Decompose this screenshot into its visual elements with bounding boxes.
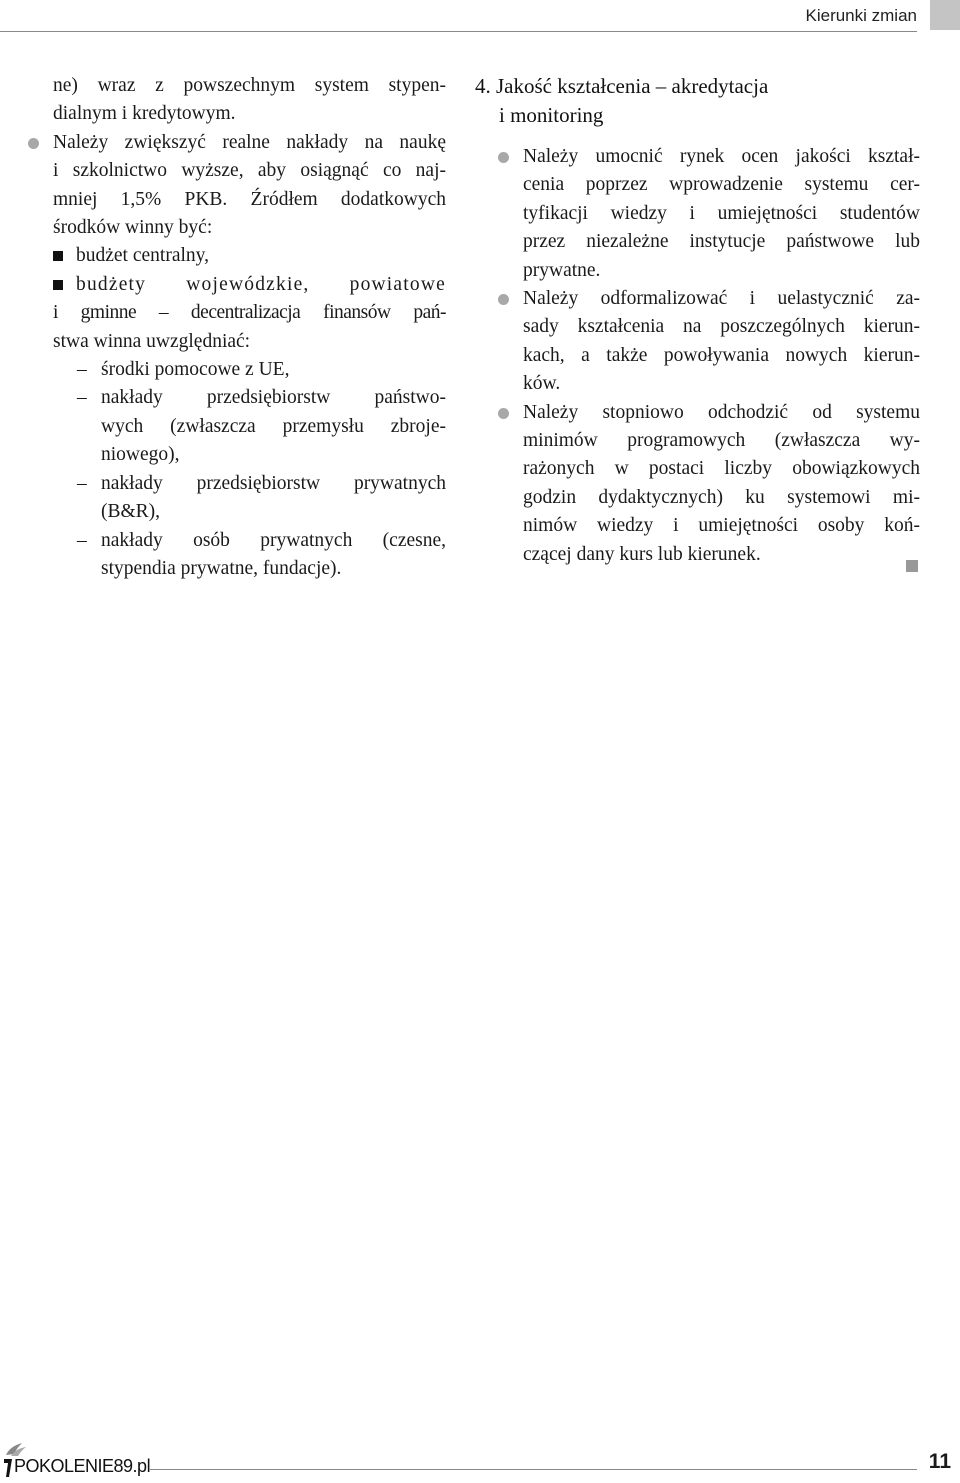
text-line: nakłady przedsiębiorstw prywatnych: [101, 472, 446, 494]
left-column: [53, 72, 446, 583]
text-line: prywatne.: [523, 259, 601, 281]
dash-marker: –: [77, 529, 87, 551]
bullet-dot-icon: [28, 138, 39, 149]
text-line: ków.: [523, 373, 561, 395]
dash-item: [53, 470, 446, 527]
text-line: niowego),: [101, 444, 180, 466]
bullet-item: [53, 129, 446, 243]
text-line: i gminne – decentralizacja finansów pań-: [53, 302, 446, 324]
text-line: Należy stopniowo odchodzić od systemu: [523, 401, 920, 423]
text-line: budżety wojewódzkie, powiatowe: [76, 273, 446, 295]
bullet-item: [475, 143, 920, 285]
text-line: godzin dydaktycznych) ku systemowi mi-: [523, 486, 920, 508]
text-line: Należy umocnić rynek ocen jakości kształ-: [523, 146, 920, 167]
text-line: Należy odformalizować i uelastycznić za-: [523, 288, 920, 310]
header-tab-marker: [930, 0, 960, 30]
end-of-article-mark: [906, 560, 918, 572]
text-line: czącej dany kurs lub kierunek.: [523, 543, 761, 565]
text-line: przez niezależne instytucje państwowe lub: [523, 231, 920, 253]
heading-line: i monitoring: [499, 102, 604, 127]
dash-marker: –: [77, 387, 87, 409]
text-line: tyfikacji wiedzy i umiejętności studentów: [523, 202, 920, 224]
text-line: sady kształcenia na poszczególnych kierun-: [523, 316, 920, 338]
square-bullet-icon: [53, 251, 63, 261]
text-line: mniej 1,5% PKB. Źródłem dodatkowych: [53, 188, 446, 210]
text-line: dialnym i kredytowym.: [53, 103, 236, 125]
bullet-item: [475, 285, 920, 399]
dash-marker: –: [77, 472, 87, 494]
text-line: nimów wiedzy i umiejętności osoby koń-: [523, 515, 920, 537]
right-column: [475, 72, 920, 569]
text-line: wych (zwłaszcza przemysłu zbroje-: [101, 415, 446, 437]
text-line: stypendia prywatne, fundacje).: [101, 557, 342, 579]
dash-item: [53, 527, 446, 584]
text-line: kach, a także powoływania nowych kierun-: [523, 344, 920, 366]
text-line: Należy zwiększyć realne nakłady na naukę: [53, 131, 446, 153]
text-line: nakłady przedsiębiorstw państwo-: [101, 387, 446, 409]
dash-item: [53, 384, 446, 469]
text-line: rażonych w postaci liczby obowiązkowych: [523, 458, 920, 480]
heading-line: 4. Jakość kształcenia – akredytacja: [475, 74, 769, 98]
text-line: cenia poprzez wprowadzenie systemu cer-: [523, 174, 920, 196]
text-line: minimów programowych (zwłaszcza wy-: [523, 430, 920, 452]
bullet-dot-icon: [498, 294, 509, 305]
logo-text: POKOLENIE89.pl: [14, 1456, 151, 1476]
text-line: środki pomocowe z UE,: [101, 359, 290, 381]
text-line: budżet centralny,: [76, 245, 210, 267]
running-header: Kierunki zmian: [805, 6, 917, 25]
text-line: (B&R),: [101, 501, 161, 523]
header-rule: [0, 31, 917, 32]
text-line: ne) wraz z powszechnym system stypen-: [53, 75, 446, 96]
text-line: stwa winna uwzględniać:: [53, 330, 251, 352]
square-bullet-item: [53, 242, 446, 270]
text-line: środków winny być:: [53, 217, 213, 239]
dash-item: [53, 356, 446, 384]
bullet-dot-icon: [498, 152, 509, 163]
section-heading: [475, 72, 920, 129]
square-bullet-icon: [53, 280, 63, 290]
dash-marker: –: [77, 359, 87, 381]
text-line: i szkolnictwo wyższe, aby osiągnąć co naj-: [53, 160, 446, 182]
page-number: 11: [928, 1450, 951, 1473]
bullet-item: [475, 399, 920, 569]
bullet-dot-icon: [498, 408, 509, 419]
square-bullet-item: [53, 271, 446, 356]
text-line: nakłady osób prywatnych (czesne,: [101, 529, 446, 551]
footer-rule: [150, 1469, 917, 1470]
